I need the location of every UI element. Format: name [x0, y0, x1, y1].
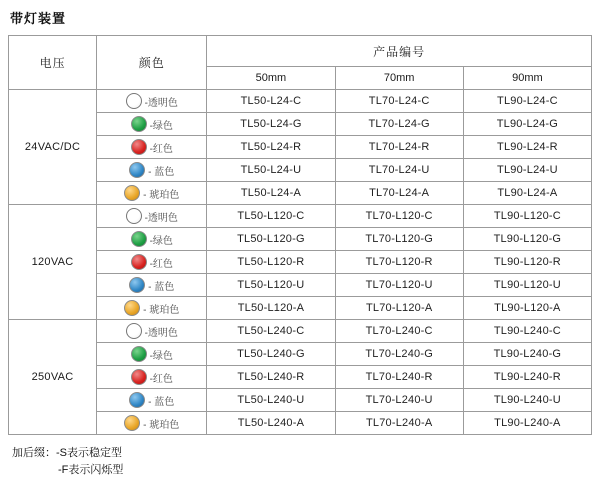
table-body [9, 90, 592, 435]
color-cell [97, 205, 207, 228]
color-label: -红色 [149, 373, 173, 385]
color-label: - 蓝色 [148, 166, 175, 178]
part-number-cell: TL90-L24-U [463, 159, 591, 182]
part-number-cell: TL70-L120-A [335, 297, 463, 320]
color-cell [97, 366, 207, 389]
color-label: -红色 [149, 143, 173, 155]
table-row [9, 205, 592, 228]
part-number-cell: TL70-L24-R [335, 136, 463, 159]
part-number-cell: TL90-L120-G [463, 228, 591, 251]
color-label: -绿色 [149, 350, 173, 362]
lamp-color-green-icon [131, 231, 147, 247]
lamp-color-blue-icon [129, 392, 145, 408]
part-number-cell: TL50-L240-A [207, 412, 335, 435]
color-label: -透明色 [144, 212, 178, 224]
part-number-cell: TL90-L24-A [463, 182, 591, 205]
part-number-cell: TL90-L120-R [463, 251, 591, 274]
lamp-color-green-icon [131, 116, 147, 132]
color-cell [97, 389, 207, 412]
part-number-cell: TL90-L240-C [463, 320, 591, 343]
header-size-50mm: 50mm [207, 67, 335, 90]
lamp-color-blue-icon [129, 162, 145, 178]
voltage-cell-120vac: 120VAC [9, 205, 97, 320]
part-number-cell: TL90-L120-C [463, 205, 591, 228]
lamp-color-clear-icon [126, 323, 142, 339]
header-part-number: 产品编号 [207, 36, 592, 67]
part-number-cell: TL70-L240-U [335, 389, 463, 412]
color-cell [97, 228, 207, 251]
part-number-cell: TL50-L240-R [207, 366, 335, 389]
part-number-cell: TL90-L240-U [463, 389, 591, 412]
lamp-color-red-icon [131, 369, 147, 385]
part-number-cell: TL70-L240-G [335, 343, 463, 366]
voltage-cell-250vac: 250VAC [9, 320, 97, 435]
part-number-cell: TL90-L120-A [463, 297, 591, 320]
part-number-cell: TL90-L24-C [463, 90, 591, 113]
part-number-cell: TL50-L24-G [207, 113, 335, 136]
table-row [9, 113, 592, 136]
part-number-cell: TL50-L240-C [207, 320, 335, 343]
table-row [9, 274, 592, 297]
table-head [9, 36, 592, 90]
lamp-color-amber-icon [124, 415, 140, 431]
lamp-color-amber-icon [124, 300, 140, 316]
color-cell [97, 274, 207, 297]
header-size-90mm: 90mm [463, 67, 591, 90]
suffix-note-steady: 加后缀：-S表示稳定型 [12, 447, 122, 459]
part-number-cell: TL50-L24-A [207, 182, 335, 205]
part-number-cell: TL50-L120-C [207, 205, 335, 228]
table-row [9, 251, 592, 274]
color-label: -透明色 [144, 327, 178, 339]
header-size-70mm: 70mm [335, 67, 463, 90]
part-number-cell: TL50-L24-R [207, 136, 335, 159]
color-label: -绿色 [149, 120, 173, 132]
part-number-cell: TL70-L24-C [335, 90, 463, 113]
table-row [9, 343, 592, 366]
part-number-cell: TL70-L24-U [335, 159, 463, 182]
table-row [9, 412, 592, 435]
lamp-color-green-icon [131, 346, 147, 362]
part-number-cell: TL70-L24-A [335, 182, 463, 205]
part-number-cell: TL50-L240-G [207, 343, 335, 366]
table-row [9, 159, 592, 182]
part-number-cell: TL50-L120-G [207, 228, 335, 251]
part-number-cell: TL90-L240-A [463, 412, 591, 435]
color-cell [97, 412, 207, 435]
part-number-cell: TL90-L120-U [463, 274, 591, 297]
part-number-cell: TL70-L120-R [335, 251, 463, 274]
table-row [9, 320, 592, 343]
part-number-cell: TL90-L240-G [463, 343, 591, 366]
part-number-cell: TL50-L24-C [207, 90, 335, 113]
suffix-note-flashing: -F表示闪烁型 [58, 464, 124, 476]
lamp-color-red-icon [131, 139, 147, 155]
page-title: 带灯装置 [10, 11, 67, 26]
table-row [9, 136, 592, 159]
color-label: - 蓝色 [148, 281, 175, 293]
color-cell [97, 251, 207, 274]
part-number-cell: TL90-L240-R [463, 366, 591, 389]
color-cell [97, 113, 207, 136]
color-cell [97, 320, 207, 343]
table-header-row-1 [9, 36, 592, 67]
color-label: - 琥珀色 [143, 419, 180, 431]
header-voltage: 电压 [9, 36, 97, 90]
part-number-cell: TL70-L240-C [335, 320, 463, 343]
lamp-color-clear-icon [126, 93, 142, 109]
table-row [9, 389, 592, 412]
lamp-color-clear-icon [126, 208, 142, 224]
lamp-color-red-icon [131, 254, 147, 270]
part-number-cell: TL50-L240-U [207, 389, 335, 412]
part-number-cell: TL70-L240-R [335, 366, 463, 389]
color-label: - 琥珀色 [143, 304, 180, 316]
color-cell [97, 136, 207, 159]
part-number-cell: TL90-L24-G [463, 113, 591, 136]
part-number-cell: TL70-L120-G [335, 228, 463, 251]
part-number-cell: TL70-L24-G [335, 113, 463, 136]
part-number-cell: TL50-L120-A [207, 297, 335, 320]
voltage-cell-24vacdc: 24VAC/DC [9, 90, 97, 205]
table-row [9, 297, 592, 320]
part-number-cell: TL50-L120-R [207, 251, 335, 274]
color-cell [97, 297, 207, 320]
color-label: -红色 [149, 258, 173, 270]
color-label: -绿色 [149, 235, 173, 247]
table-row [9, 90, 592, 113]
table-row [9, 366, 592, 389]
header-color: 颜色 [97, 36, 207, 90]
part-number-cell: TL50-L120-U [207, 274, 335, 297]
color-cell [97, 182, 207, 205]
suffix-notes [12, 445, 592, 479]
table-row [9, 228, 592, 251]
lamp-color-blue-icon [129, 277, 145, 293]
color-label: - 蓝色 [148, 396, 175, 408]
part-number-cell: TL90-L24-R [463, 136, 591, 159]
color-label: - 琥珀色 [143, 189, 180, 201]
color-cell [97, 159, 207, 182]
part-number-cell: TL70-L120-U [335, 274, 463, 297]
part-number-cell: TL50-L24-U [207, 159, 335, 182]
color-label: -透明色 [144, 97, 178, 109]
part-number-cell: TL70-L240-A [335, 412, 463, 435]
table-row [9, 182, 592, 205]
part-number-table [8, 35, 592, 435]
part-number-cell: TL70-L120-C [335, 205, 463, 228]
lamp-color-amber-icon [124, 185, 140, 201]
color-cell [97, 90, 207, 113]
color-cell [97, 343, 207, 366]
